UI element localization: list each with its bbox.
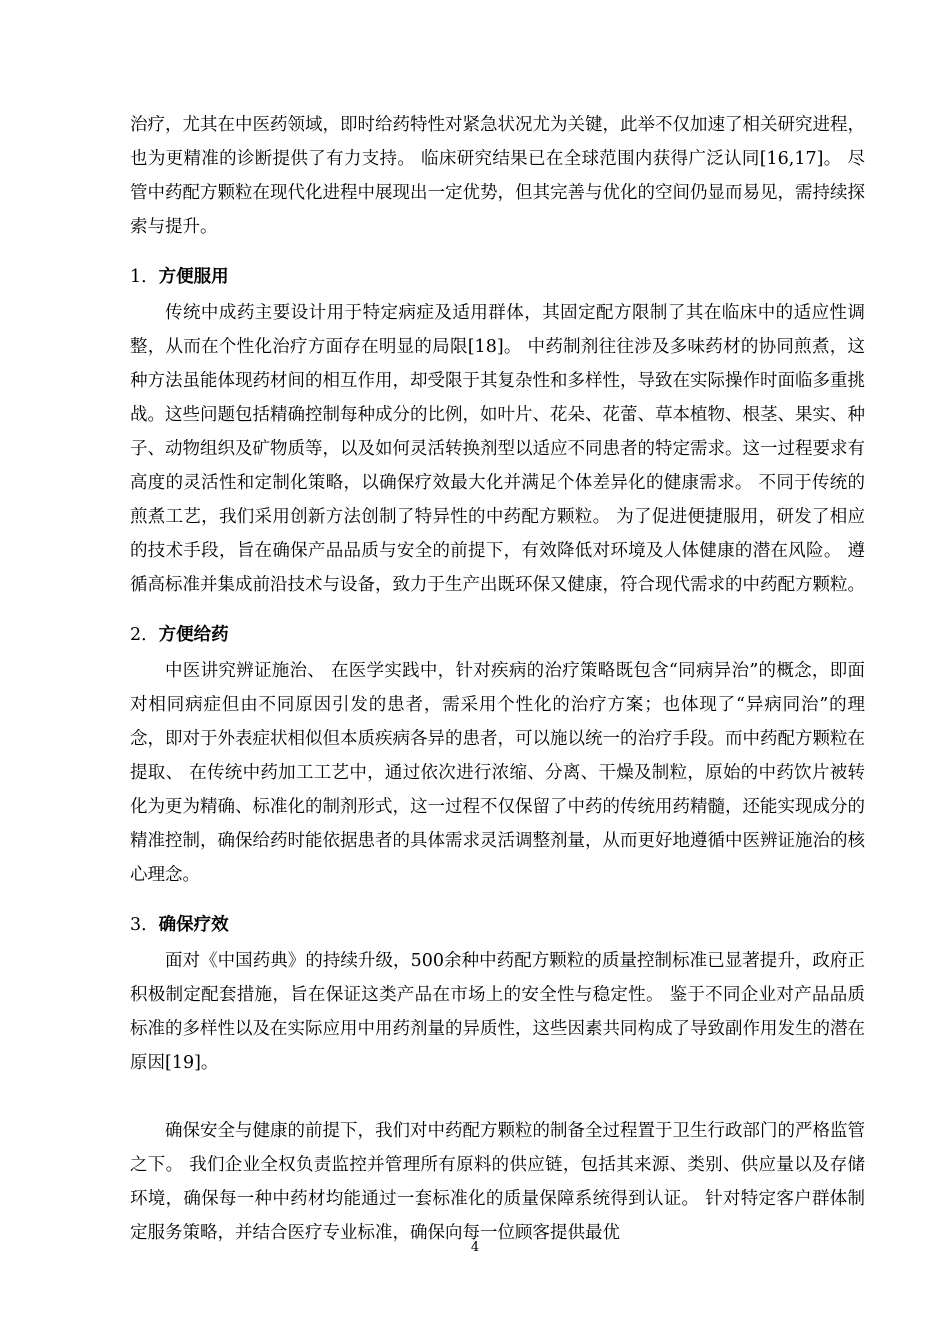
section-2-number: 2． <box>130 625 159 645</box>
section-3-heading <box>130 908 865 942</box>
paragraph-gap <box>130 1080 865 1114</box>
section-3-title: 确保疗效 <box>158 915 229 935</box>
section-3-paragraph: 面对《中国药典》的持续升级，500余种中药配方颗粒的质量控制标准已显著提升，政府正积极制定配套措施，旨在保证这类产品在市场上的安全性与稳定性。 鉴于不同企业对产品品质标准的多样性以及在实际应用中用药剂量的异质性，这些因素共同构成了导致副作用发生的潜在原因[19]。 <box>130 951 865 1073</box>
intro-paragraph: 治疗，尤其在中医药领域，即时给药特性对紧急状况尤为关键，此举不仅加速了相关研究进程，也为更精准的诊断提供了有力支持。 临床研究结果已在全球范围内获得广泛认同[16,17]。 尽管中药配方颗粒在现代化进程中展现出一定优势，但其完善与优化的空间仍显而易见，需持续探索与提升。 <box>130 115 865 237</box>
section-2-title: 方便给药 <box>158 625 229 645</box>
section-1-number: 1． <box>130 267 159 287</box>
section-2-heading <box>130 618 865 652</box>
section-1-heading <box>130 260 865 294</box>
closing-paragraph: 确保安全与健康的前提下，我们对中药配方颗粒的制备全过程置于卫生行政部门的严格监管之下。 我们企业全权负责监控并管理所有原料的供应链，包括其来源、类别、供应量以及存储环境，确保每一种中药材均能通过一套标准化的质量保障系统得到认证。 针对特定客户群体制定服务策略，并结合医疗专业标准，确保向每一位顾客提供最优 <box>130 1121 865 1243</box>
section-3-number: 3． <box>130 915 159 935</box>
section-2-paragraph: 中医讲究辨证施治、 在医学实践中，针对疾病的治疗策略既包含“同病异治”的概念，即面对相同病症但由不同原因引发的患者，需采用个性化的治疗方案；也体现了“异病同治”的理念，即对于外表症状相似但本质疾病各异的患者，可以施以统一的治疗手段。而中药配方颗粒在提取、 在传统中药加工工艺中，通过依次进行浓缩、分离、干燥及制粒，原始的中药饮片被转化为更为精确、标准化的制剂形式，这一过程不仅保留了中药的传统用药精髓，还能实现成分的精准控制，确保给药时能依据患者的具体需求灵活调整剂量，从而更好地遵循中医辨证施治的核心理念。 <box>130 661 865 885</box>
section-1-title: 方便服用 <box>158 267 229 287</box>
document-body <box>130 108 865 1250</box>
section-1-paragraph: 传统中成药主要设计用于特定病症及适用群体，其固定配方限制了其在临床中的适应性调整，从而在个性化治疗方面存在明显的局限[18]。 中药制剂往往涉及多味药材的协同煎煮，这种方法虽能体现药材间的相互作用，却受限于其复杂性和多样性，导致在实际操作时面临多重挑战。这些问题包括精确控制每种成分的比例，如叶片、花朵、花蕾、草本植物、根茎、果实、种子、动物组织及矿物质等，以及如何灵活转换剂型以适应不同患者的特定需求。这一过程要求有高度的灵活性和定制化策略，以确保疗效最大化并满足个体差异化的健康需求。 不同于传统的煎煮工艺，我们采用创新方法创制了特异性的中药配方颗粒。 为了促进便捷服用，研发了相应的技术手段，旨在确保产品品质与安全的前提下，有效降低对环境及人体健康的潜在风险。 遵循高标准并集成前沿技术与设备，致力于生产出既环保又健康，符合现代需求的中药配方颗粒。 <box>130 303 865 595</box>
page-number: 4 <box>470 1240 480 1255</box>
